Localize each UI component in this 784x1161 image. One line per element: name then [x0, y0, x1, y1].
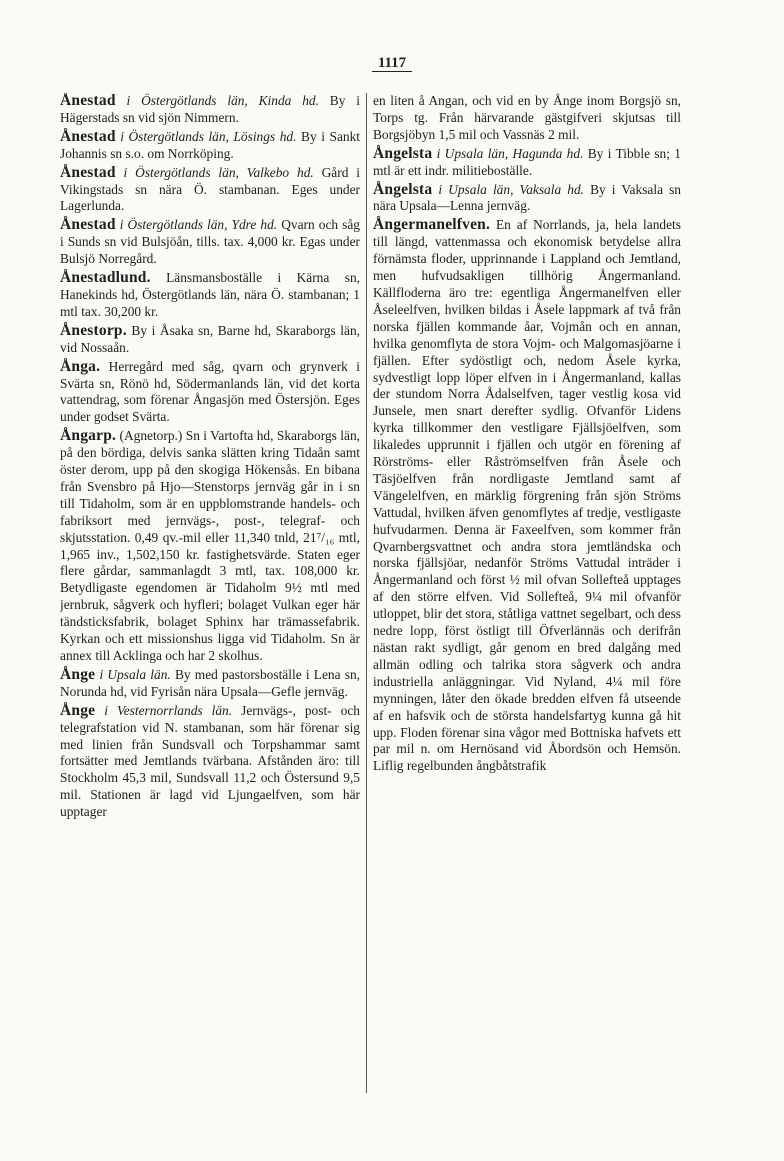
entry-text: (Agnetorp.) Sn i Vartofta hd, Skaraborgs län, på den bördiga, delvis sanka slätten kring Tidaån samt öster derom, upp på den skogiga Hökensås. En bibana från Svensbro på Hjo—Stenstorps jernväg går in i sn till Tidaholm, som är en uppblomstrande handels- och fabriksort med jernvägs-, post-, telegraf- och skjutsstation. 0,49 qv.-mil eller 11,340 tnld, 21⁷/₁₆ mtl, 1,965 inv., 1,502,150 kr. fastighetsvärde. Staten eger flere gårdar, sammanlagdt 3 mtl, tax. 108,000 kr. Betydligaste egendomen är Tidaholm 9½ mtl med jernbruk, sågverk och hyfleri; bolaget Vulkan eger här tändsticksfabrik, bolaget Sphinx har trämassefabrik. Kyrkan och ett missionshus ligga vid Tidaholm. Sn är annex till Acklinga och har 2 skolhus.	[60, 428, 360, 663]
entry-location: i Upsala län, Hagunda hd.	[432, 145, 584, 161]
entry	[60, 217, 360, 268]
entry-location: i Vesternorrlands län.	[95, 702, 233, 718]
entry-text: By i Hägerstads sn vid sjön Nimmern.	[60, 93, 360, 125]
entry-text: By i Vaksala sn nära Upsala—Lenna jernväg.	[373, 181, 681, 214]
entry	[373, 93, 681, 144]
entry-headword: Ånestad	[60, 127, 116, 145]
entry	[60, 129, 360, 163]
entry-location: i Östergötlands län, Lösings hd.	[115, 128, 297, 144]
entry	[60, 323, 360, 357]
entry-text: Jernvägs-, post- och telegrafstation vid N. stambanan, som här förenar sig med linien från Sundsvall och Torpshammar samt fortsätter med Jemtlands tvärbana. Afstånden äro: till Stockholm 45,3 mil, Sundsvall 11,2 och Östersund 9,5 mil. Stationen är lagd vid Ljungaelfven, som här upptager	[60, 702, 360, 820]
entry	[60, 667, 360, 701]
entry	[373, 182, 681, 216]
entry-headword: Ånga.	[60, 357, 101, 375]
entry-text: By i Tibble sn; 1 mtl är ett indr. militieboställe.	[373, 145, 681, 178]
column-divider	[366, 93, 367, 1093]
entry-text: Qvarn och såg i Sunds sn vid Bulsjöån, tills. tax. 4,000 kr. Egas under Bulsjö Norregård.	[60, 217, 360, 267]
entry	[60, 428, 360, 665]
entry-location: i Upsala län, Vaksala hd.	[432, 181, 584, 197]
entry-headword: Ånestad	[60, 216, 116, 234]
entry-location: i Upsala län.	[95, 666, 171, 682]
right-column	[373, 93, 681, 1103]
entry-headword: Ånestorp.	[60, 321, 127, 339]
entry	[60, 270, 360, 321]
entry-text: Herregård med såg, qvarn och grynverk i Svärta sn, Rönö hd, Södermanlands län, vid det korta vattendrag, som förenar Ångasjön med Östersjön. Eges under godset Svärta.	[60, 358, 360, 425]
page-number: 1117	[0, 55, 784, 72]
entry-headword: Ånge	[60, 665, 96, 683]
entry-headword: Ångermanelfven.	[373, 216, 491, 234]
entry-headword: Ångelsta	[373, 144, 433, 162]
entry-text: By i Sankt Johannis sn s.o. om Norrköping.	[60, 128, 360, 161]
entry-headword: Ångarp.	[60, 427, 117, 445]
entry-headword: Ånestadlund.	[60, 269, 151, 287]
entry	[60, 165, 360, 216]
entry-text: En af Norrlands, ja, hela landets till längd, vattenmassa och ekonomisk betydelse allra förnämsta floder, upprinnande i Lappland och Jemtland, men hufvudsakligen tillhörig Ångermanland. Källfloderna äro tre: egentliga Ångermanelfven eller Åseleelfven, hvilken bildas i Åsele lappmark af två från norska fjällen kommande åar, Vojmån och en annan, hvilka genomflyta de stora Vojm- och Malgomasjöarne i fjällen. Efter sydöstligt och, nedom Åsele kyrka, sydvestligt lopp löper elfven in i Ångermanland, kallas der stundom Norra Ådalselfven, tager vestlig kosa vid Junsele, men snart derefter sydlig. Ofvanför Lidens kyrka tillkommer den vestligare Fjällsjöelfven, som likaledes upprunnit i fjällen och utgör en förening af Rörströms- eller Råströmselfven från Åsele och Täsjöelfven från nordligaste Jemtland samt af Vängelelfven, en märklig förgrening från sjön Ströms Vattudal, hvilken äfven genomflytes af tredje, vestligaste hufvudarmen. Denna är Faxeelfven, som kommer från Qvarnbergsvattnet och andra stora jemtländska och norska fjällsjöar, nedanför Ströms Vattudal inträder i Ångermanland och först ½ mil ofvan Sollefteå upptages af den större elfven. Vid Sollefteå, 9¼ mil ofvanför utloppet, blir det stora, ståtliga vattnet segelbart, och dess nedre lopp, först östligt till Öfverlännäs och derifrån nästan rakt sydligt, går genom en bred dalgång med allmän odling och talrika stora sågverk och andra industriella anläggningar. Vid Nyland, 4¼ mil före mynningen, låter den ökade bredden elfven få utseende af en hafsvik och de största handelsfartyg kunna gå hit upp. Floden förenar sina vågor med Bottniska hafvets ett par mil n. om Hernösand vid Åbordsön och Hemsön. Liflig regelbunden ångbåtstrafik	[373, 217, 681, 774]
entry-headword: Ånge	[60, 701, 96, 719]
entry	[60, 93, 360, 127]
entry-location: i Östergötlands län, Valkebo hd.	[115, 164, 314, 180]
entry-headword: Ångelsta	[373, 180, 433, 198]
entry	[60, 703, 360, 821]
entry-text: By i Åsaka sn, Barne hd, Skaraborgs län, vid Nossaån.	[60, 322, 360, 355]
entry-headword: Ånestad	[60, 163, 116, 181]
entry-text: By med pastorsboställe i Lena sn, Norunda hd, vid Fyrisån nära Upsala—Gefle jernväg.	[60, 666, 360, 699]
entry-text: Länsmansboställe i Kärna sn, Hanekinds hd, Östergötlands län, nära Ö. stambanan; 1 mtl tax. 30,200 kr.	[60, 270, 360, 319]
entry	[60, 359, 360, 427]
entry-location: i Östergötlands län, Ydre hd.	[115, 217, 278, 233]
entry-text: en liten å Angan, och vid en by Ånge inom Borgsjö sn, Torps tg. Från härvarande gästgifveri skjutsas till Borgsjöbyn 1,5 mil och Vassnäs 2 mil.	[373, 93, 681, 142]
entry-location: i Östergötlands län, Kinda hd.	[115, 93, 319, 108]
entry-headword: Ånestad	[60, 93, 116, 109]
entry-text: Gård i Vikingstads sn nära Ö. stambanan. Eges under Lagerlunda.	[60, 164, 360, 214]
entry	[373, 217, 681, 775]
entry	[373, 146, 681, 180]
left-column	[60, 93, 360, 1103]
